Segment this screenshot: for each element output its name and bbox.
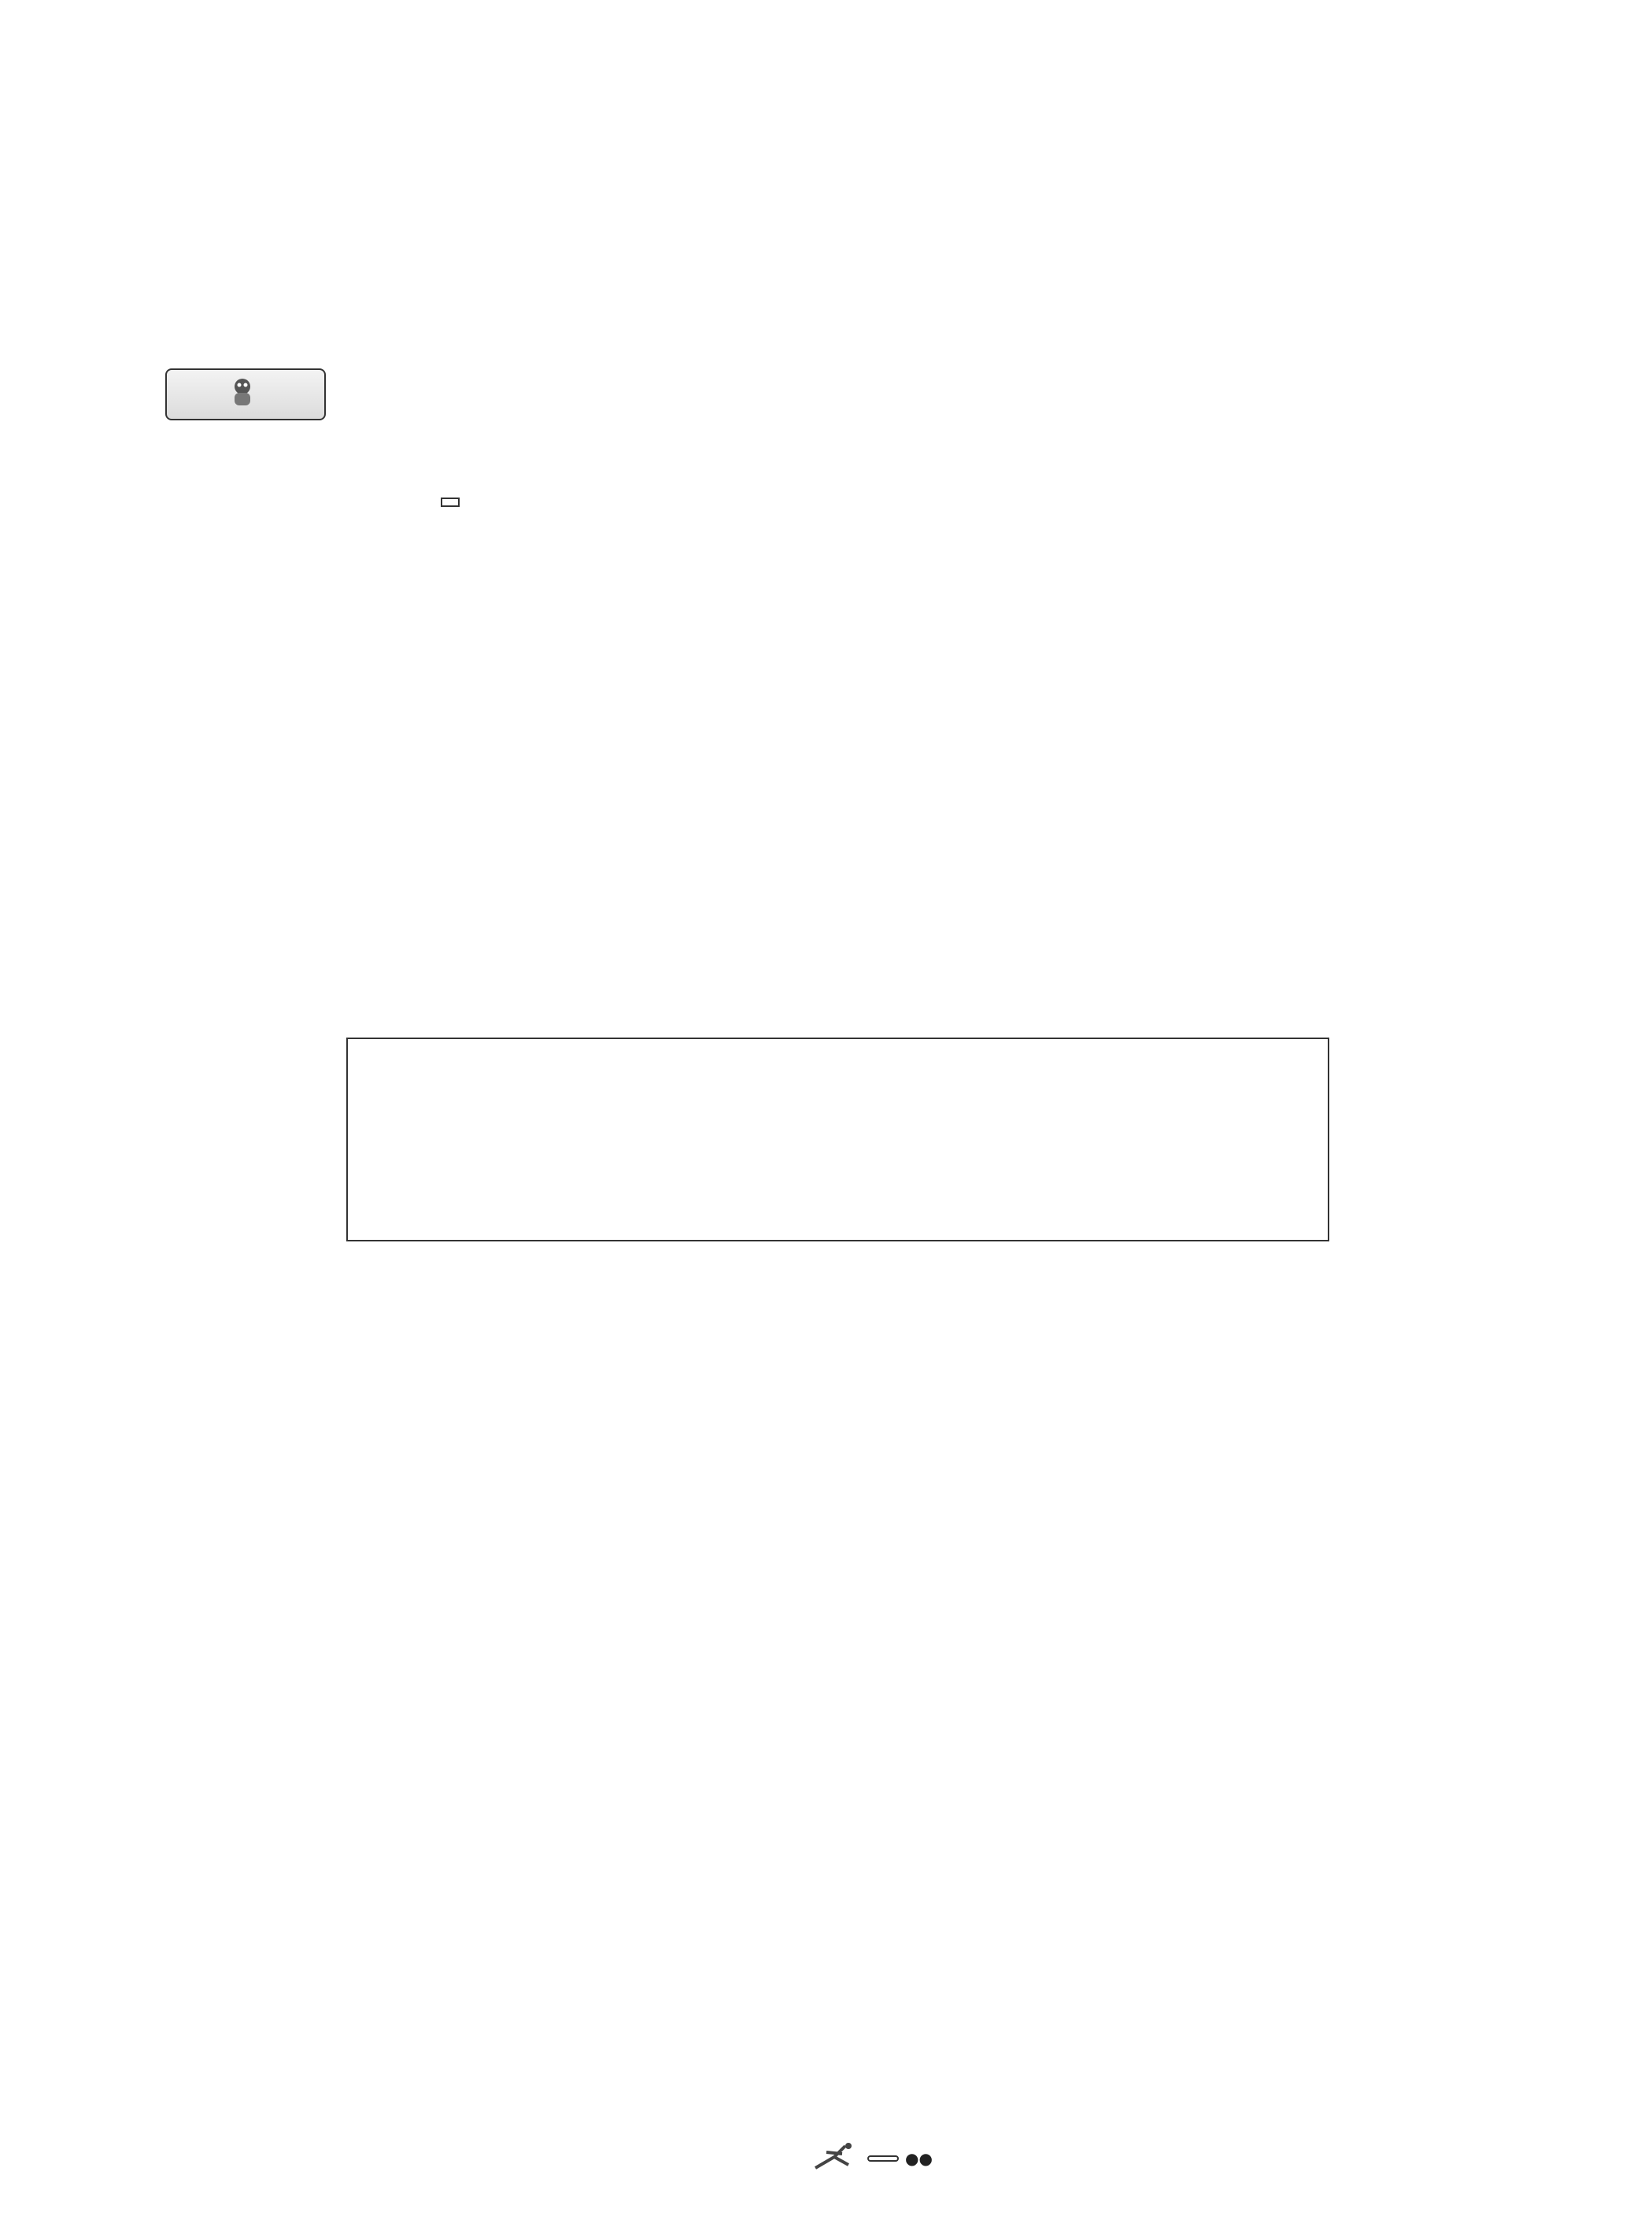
page-footer <box>811 2141 933 2176</box>
word-grid <box>346 1038 1329 1241</box>
mascot-icon <box>228 375 257 413</box>
runner-icon <box>811 2141 861 2176</box>
footer-dots: ●● <box>905 2149 933 2168</box>
page-number <box>867 2155 899 2162</box>
section-badge <box>165 368 326 420</box>
section1-options <box>441 498 460 507</box>
